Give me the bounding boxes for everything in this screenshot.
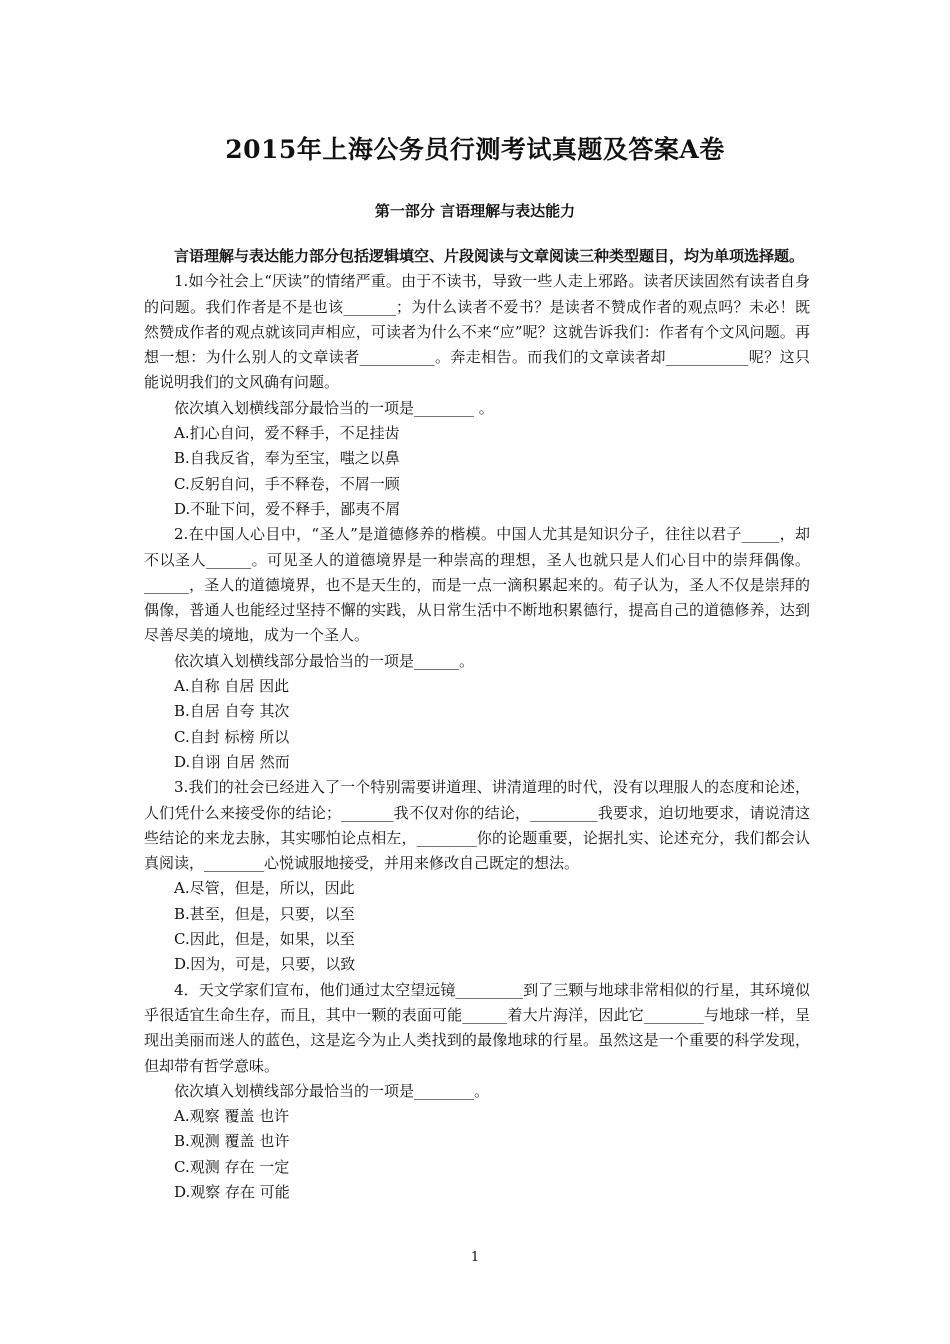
page-number: 1 [470,1250,480,1265]
question-1-option-b: B.自我反省，奉为至宝，嗤之以鼻 [174,449,400,468]
question-2-option-a: A.自称 自居 因此 [174,677,290,696]
question-3-stem: 3.我们的社会已经进入了一个特别需要讲道理、讲清道理的时代，没有以理服人的态度和论述，人们凭什么来接受你的结论；_______我不仅对你的结论，_________我要求，迫切地要求，请说清这些结论的来龙去脉，其实哪怕论点相左，________你的论题重要，论据扎实、论述充分，我们都会认真阅读，________心悦诚服地接受，并用来修改自己既定的想法。 [144,778,810,873]
question-1-prompt: 依次填入划横线部分最恰当的一项是________ 。 [174,398,494,417]
question-4-option-a: A.观察 覆盖 也许 [174,1107,290,1126]
question-2-option-d: D.自诩 自居 然而 [174,752,290,771]
question-2-prompt: 依次填入划横线部分最恰当的一项是______。 [174,651,475,670]
question-4-stem: 4．天文学家们宣布，他们通过太空望远镜_________到了三颗与地球非常相似的行星，其环境似乎很适宜生命生存，而且，其中一颗的表面可能______着大片海洋，因此它________与地球一样，呈现出美丽而迷人的蓝色，这是迄今为止人类找到的最像地球的行星。虽然这是一个重要的科学发现，但却带有哲学意味。 [144,980,810,1075]
question-4-option-d: D.观察 存在 可能 [174,1182,290,1201]
document-title: 2015年上海公务员行测考试真题及答案A卷 [225,135,725,164]
question-1-option-c: C.反躬自问，手不释卷，不屑一顾 [174,474,400,493]
question-1-stem: 1.如今社会上“厌读”的情绪严重。由于不读书，导致一些人走上邪路。读者厌读固然有读者自身的问题。我们作者是不是也该_______；为什么读者不爱书？是读者不赞成作者的观点吗？未必！既然赞成作者的观点就该同声相应，可读者为什么不来“应”呢？这就告诉我们：作者有个文风问题。再想一想：为什么别人的文章读者__________。奔走相告。而我们的文章读者却___________呢？这只能说明我们的文风确有问题。 [144,272,810,392]
question-2-option-b: B.自居 自夸 其次 [174,702,290,721]
question-4-prompt: 依次填入划横线部分最恰当的一项是________。 [174,1081,490,1100]
section-title: 第一部分 言语理解与表达能力 [374,202,576,220]
question-2-stem: 2.在中国人心目中，“圣人”是道德修养的楷模。中国人尤其是知识分子，往往以君子_____，却不以圣人______。可见圣人的道德境界是一种崇高的理想，圣人也就只是人们心目中的崇拜偶像。______，圣人的道德境界，也不是天生的，而是一点一滴积累起来的。荀子认为，圣人不仅是崇拜的偶像，普通人也能经过坚持不懈的实践，从日常生活中不断地积累德行，提高自己的道德修养，达到尽善尽美的境地，成为一个圣人。 [144,525,810,645]
section-intro: 言语理解与表达能力部分包括逻辑填空、片段阅读与文章阅读三种类型题目，均为单项选择题。 [174,247,805,265]
document-body [144,244,810,1205]
question-4-option-c: C.观测 存在 一定 [174,1157,290,1176]
question-1-option-d: D.不耻下问，爱不释手，鄙夷不屑 [174,499,401,518]
question-3-option-c: C.因此，但是，如果，以至 [174,930,355,949]
question-3-option-d: D.因为，可是，只要，以致 [174,955,356,974]
question-3-option-a: A.尽管，但是，所以，因此 [174,879,355,898]
question-1-option-a: A.扪心自问，爱不释手，不足挂齿 [174,424,400,443]
question-4-option-b: B.观测 覆盖 也许 [174,1132,290,1151]
question-3-option-b: B.甚至，但是，只要，以至 [174,904,355,923]
question-2-option-c: C.自封 标榜 所以 [174,727,290,746]
